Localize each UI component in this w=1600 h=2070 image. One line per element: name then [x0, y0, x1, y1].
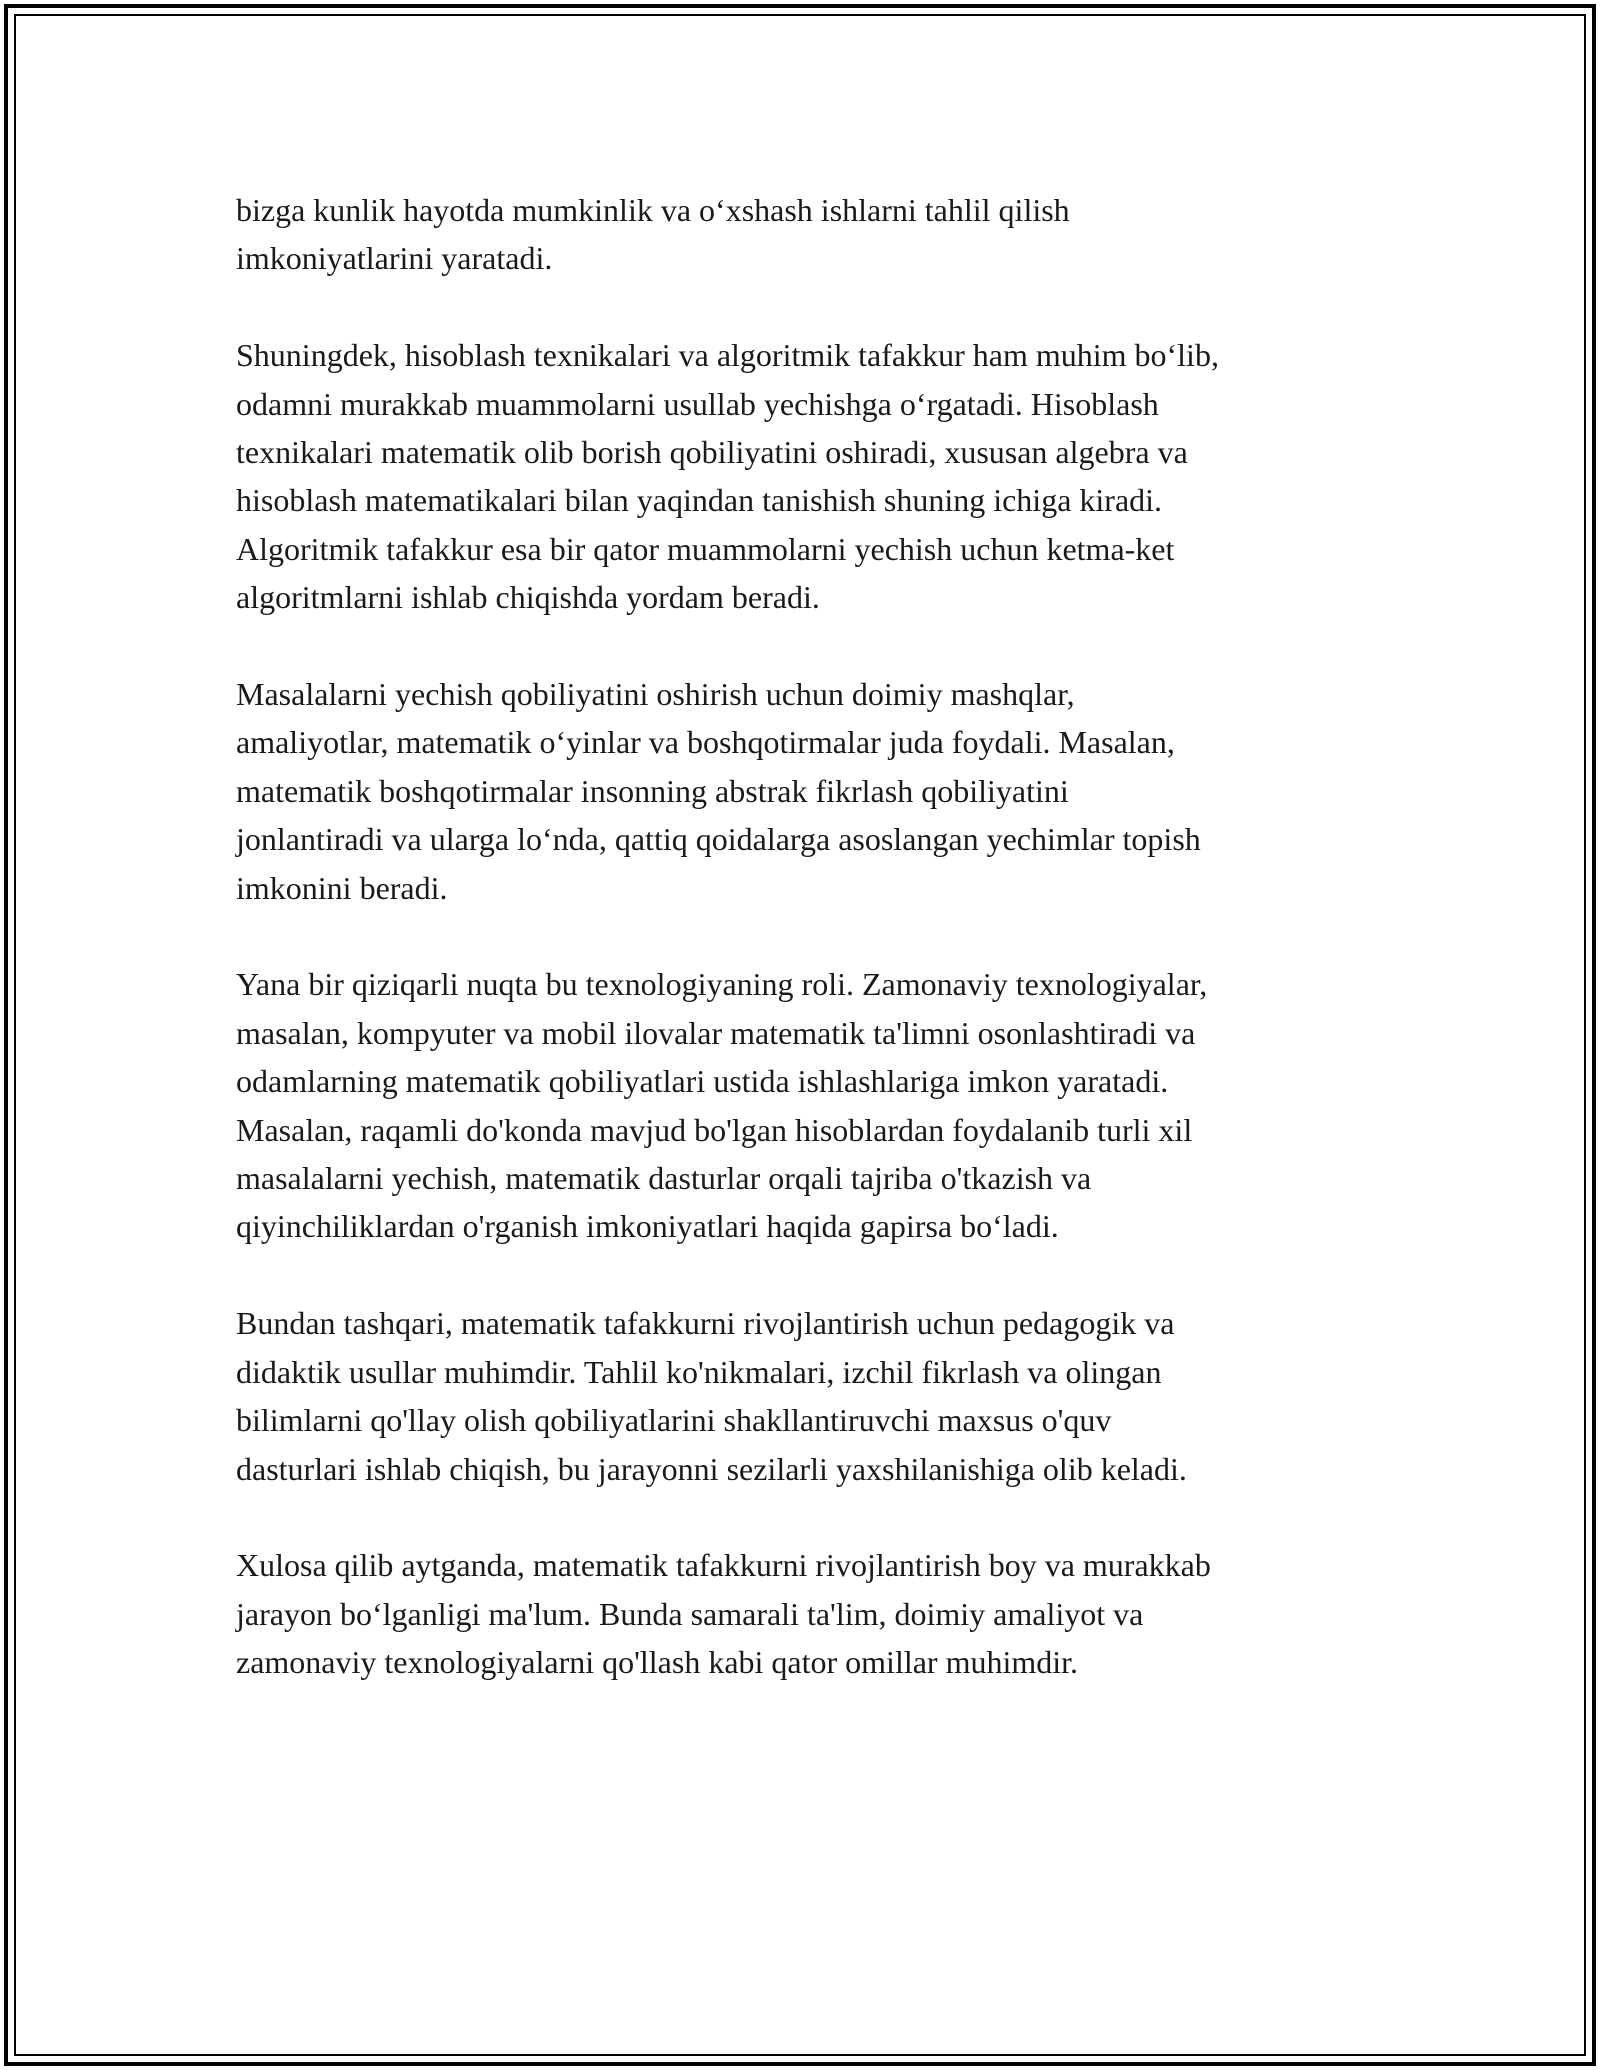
- text-line: Masalan, raqamli do'konda mavjud bo'lgan hisoblardan foydalanib turli xil: [236, 1111, 1193, 1148]
- text-line: algoritmlarni ishlab chiqishda yordam beradi.: [236, 579, 820, 616]
- text-line: hisoblash matematikalari bilan yaqindan tanishish shuning ichiga kiradi.: [236, 482, 1163, 519]
- text-line: Bundan tashqari, matematik tafakkurni rivojlantirish uchun pedagogik va: [236, 1305, 1175, 1342]
- text-line: zamonaviy texnologiyalarni qo'llash kabi qator omillar muhimdir.: [236, 1644, 1079, 1681]
- text-line: didaktik usullar muhimdir. Tahlil ko'nikmalari, izchil fikrlash va olingan: [236, 1353, 1162, 1390]
- text-line: odamni murakkab muammolarni usullab yechishga o‘rgatadi. Hisoblash: [236, 385, 1159, 422]
- text-line: bilimlarni qo'llay olish qobiliyatlarini shakllantiruvchi maxsus o'quv: [236, 1402, 1112, 1439]
- text-line: Xulosa qilib aytganda, matematik tafakkurni rivojlantirish boy va murakkab: [236, 1547, 1211, 1584]
- paragraph-6: [236, 1541, 1386, 1686]
- paragraph-2: [236, 331, 1386, 621]
- text-line: imkonini beradi.: [236, 869, 448, 906]
- text-line: qiyinchiliklardan o'rganish imkoniyatlari haqida gapirsa bo‘ladi.: [236, 1208, 1059, 1245]
- paragraph-3: [236, 670, 1386, 912]
- text-line: jarayon bo‘lganligi ma'lum. Bunda samarali ta'lim, doimiy amaliyot va: [236, 1595, 1144, 1632]
- text-line: Shuningdek, hisoblash texnikalari va algoritmik tafakkur ham muhim bo‘lib,: [236, 337, 1219, 374]
- text-line: amaliyotlar, matematik o‘yinlar va boshqotirmalar juda foydali. Masalan,: [236, 724, 1175, 761]
- text-line: masalan, kompyuter va mobil ilovalar matematik ta'limni osonlashtiradi va: [236, 1014, 1196, 1051]
- text-line: bizga kunlik hayotda mumkinlik va o‘xshash ishlarni tahlil qilish: [236, 192, 1070, 228]
- text-line: odamlarning matematik qobiliyatlari ustida ishlashlariga imkon yaratadi.: [236, 1063, 1169, 1100]
- text-line: jonlantiradi va ularga lo‘nda, qattiq qoidalarga asoslangan yechimlar topish: [236, 821, 1201, 858]
- document-body: [236, 186, 1386, 1735]
- paragraph-1: [236, 186, 1386, 283]
- text-line: imkoniyatlarini yaratadi.: [236, 240, 553, 277]
- text-line: Yana bir qiziqarli nuqta bu texnologiyaning roli. Zamonaviy texnologiyalar,: [236, 966, 1208, 1003]
- text-line: dasturlari ishlab chiqish, bu jarayonni sezilarli yaxshilanishiga olib keladi.: [236, 1450, 1187, 1487]
- text-line: matematik boshqotirmalar insonning abstrak fikrlash qobiliyatini: [236, 772, 1069, 809]
- text-line: masalalarni yechish, matematik dasturlar orqali tajriba o'tkazish va: [236, 1160, 1092, 1197]
- paragraph-4: [236, 960, 1386, 1250]
- text-line: Algoritmik tafakkur esa bir qator muammolarni yechish uchun ketma-ket: [236, 530, 1175, 567]
- text-line: texnikalari matematik olib borish qobiliyatini oshiradi, xususan algebra va: [236, 434, 1188, 471]
- text-line: Masalalarni yechish qobiliyatini oshirish uchun doimiy mashqlar,: [236, 676, 1075, 713]
- paragraph-5: [236, 1299, 1386, 1493]
